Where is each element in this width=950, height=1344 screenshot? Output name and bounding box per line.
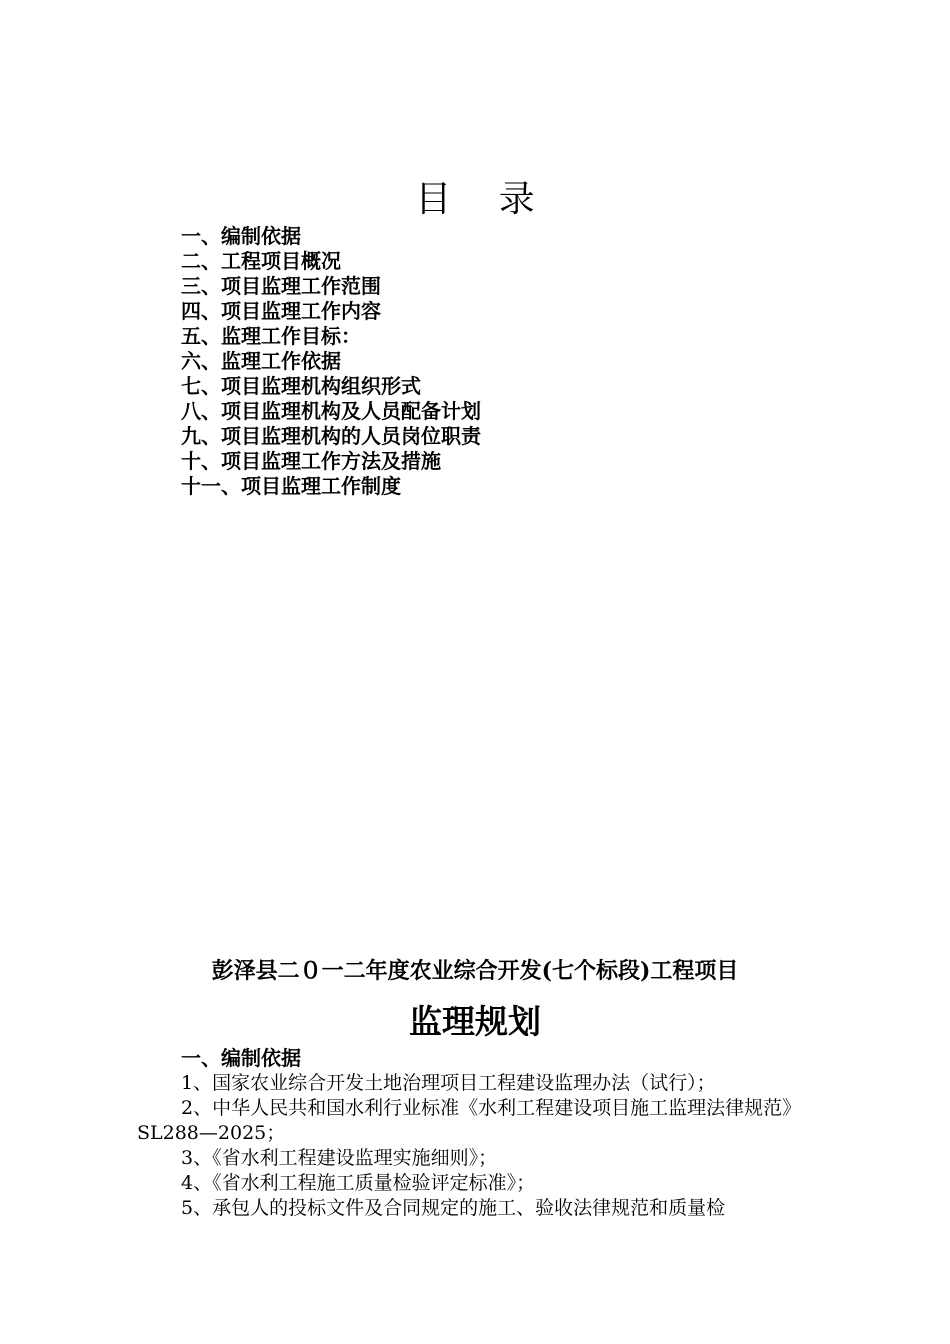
project-title: 彭泽县二０一二年度农业综合开发(七个标段)工程项目 — [211, 958, 739, 984]
toc-item: 三、项目监理工作范围 — [181, 274, 381, 298]
toc-item: 十一、项目监理工作制度 — [181, 474, 401, 498]
body-text — [137, 1071, 837, 1221]
paragraph: 3、《省水利工程建设监理实施细则》； — [181, 1147, 498, 1169]
toc-item: 五、监理工作目标： — [181, 324, 361, 348]
toc-item: 二、工程项目概况 — [181, 249, 341, 273]
toc-item: 一、编制依据 — [181, 224, 301, 248]
toc-item: 八、项目监理机构及人员配备计划 — [181, 399, 481, 423]
paragraph: 5、承包人的投标文件及合同规定的施工、验收法律规范和质量检 — [181, 1197, 726, 1219]
paragraph: 4、《省水利工程施工质量检验评定标准》； — [181, 1172, 536, 1194]
toc-item: 十、项目监理工作方法及措施 — [181, 449, 441, 473]
section-heading: 一、编制依据 — [181, 1046, 301, 1070]
toc-list — [181, 224, 481, 499]
paragraph: 2、中华人民共和国水利行业标准《水利工程建设项目施工监理法律规范》SL288—2025； — [137, 1097, 802, 1144]
toc-item: 六、监理工作依据 — [181, 349, 341, 373]
toc-item: 四、项目监理工作内容 — [181, 299, 381, 323]
document-title: 监理规划 — [409, 1002, 541, 1041]
paragraph: 1、国家农业综合开发土地治理项目工程建设监理办法（试行）； — [181, 1072, 716, 1094]
toc-item: 七、项目监理机构组织形式 — [181, 374, 421, 398]
toc-item: 九、项目监理机构的人员岗位职责 — [181, 424, 481, 448]
toc-title: 目 录 — [415, 179, 553, 220]
